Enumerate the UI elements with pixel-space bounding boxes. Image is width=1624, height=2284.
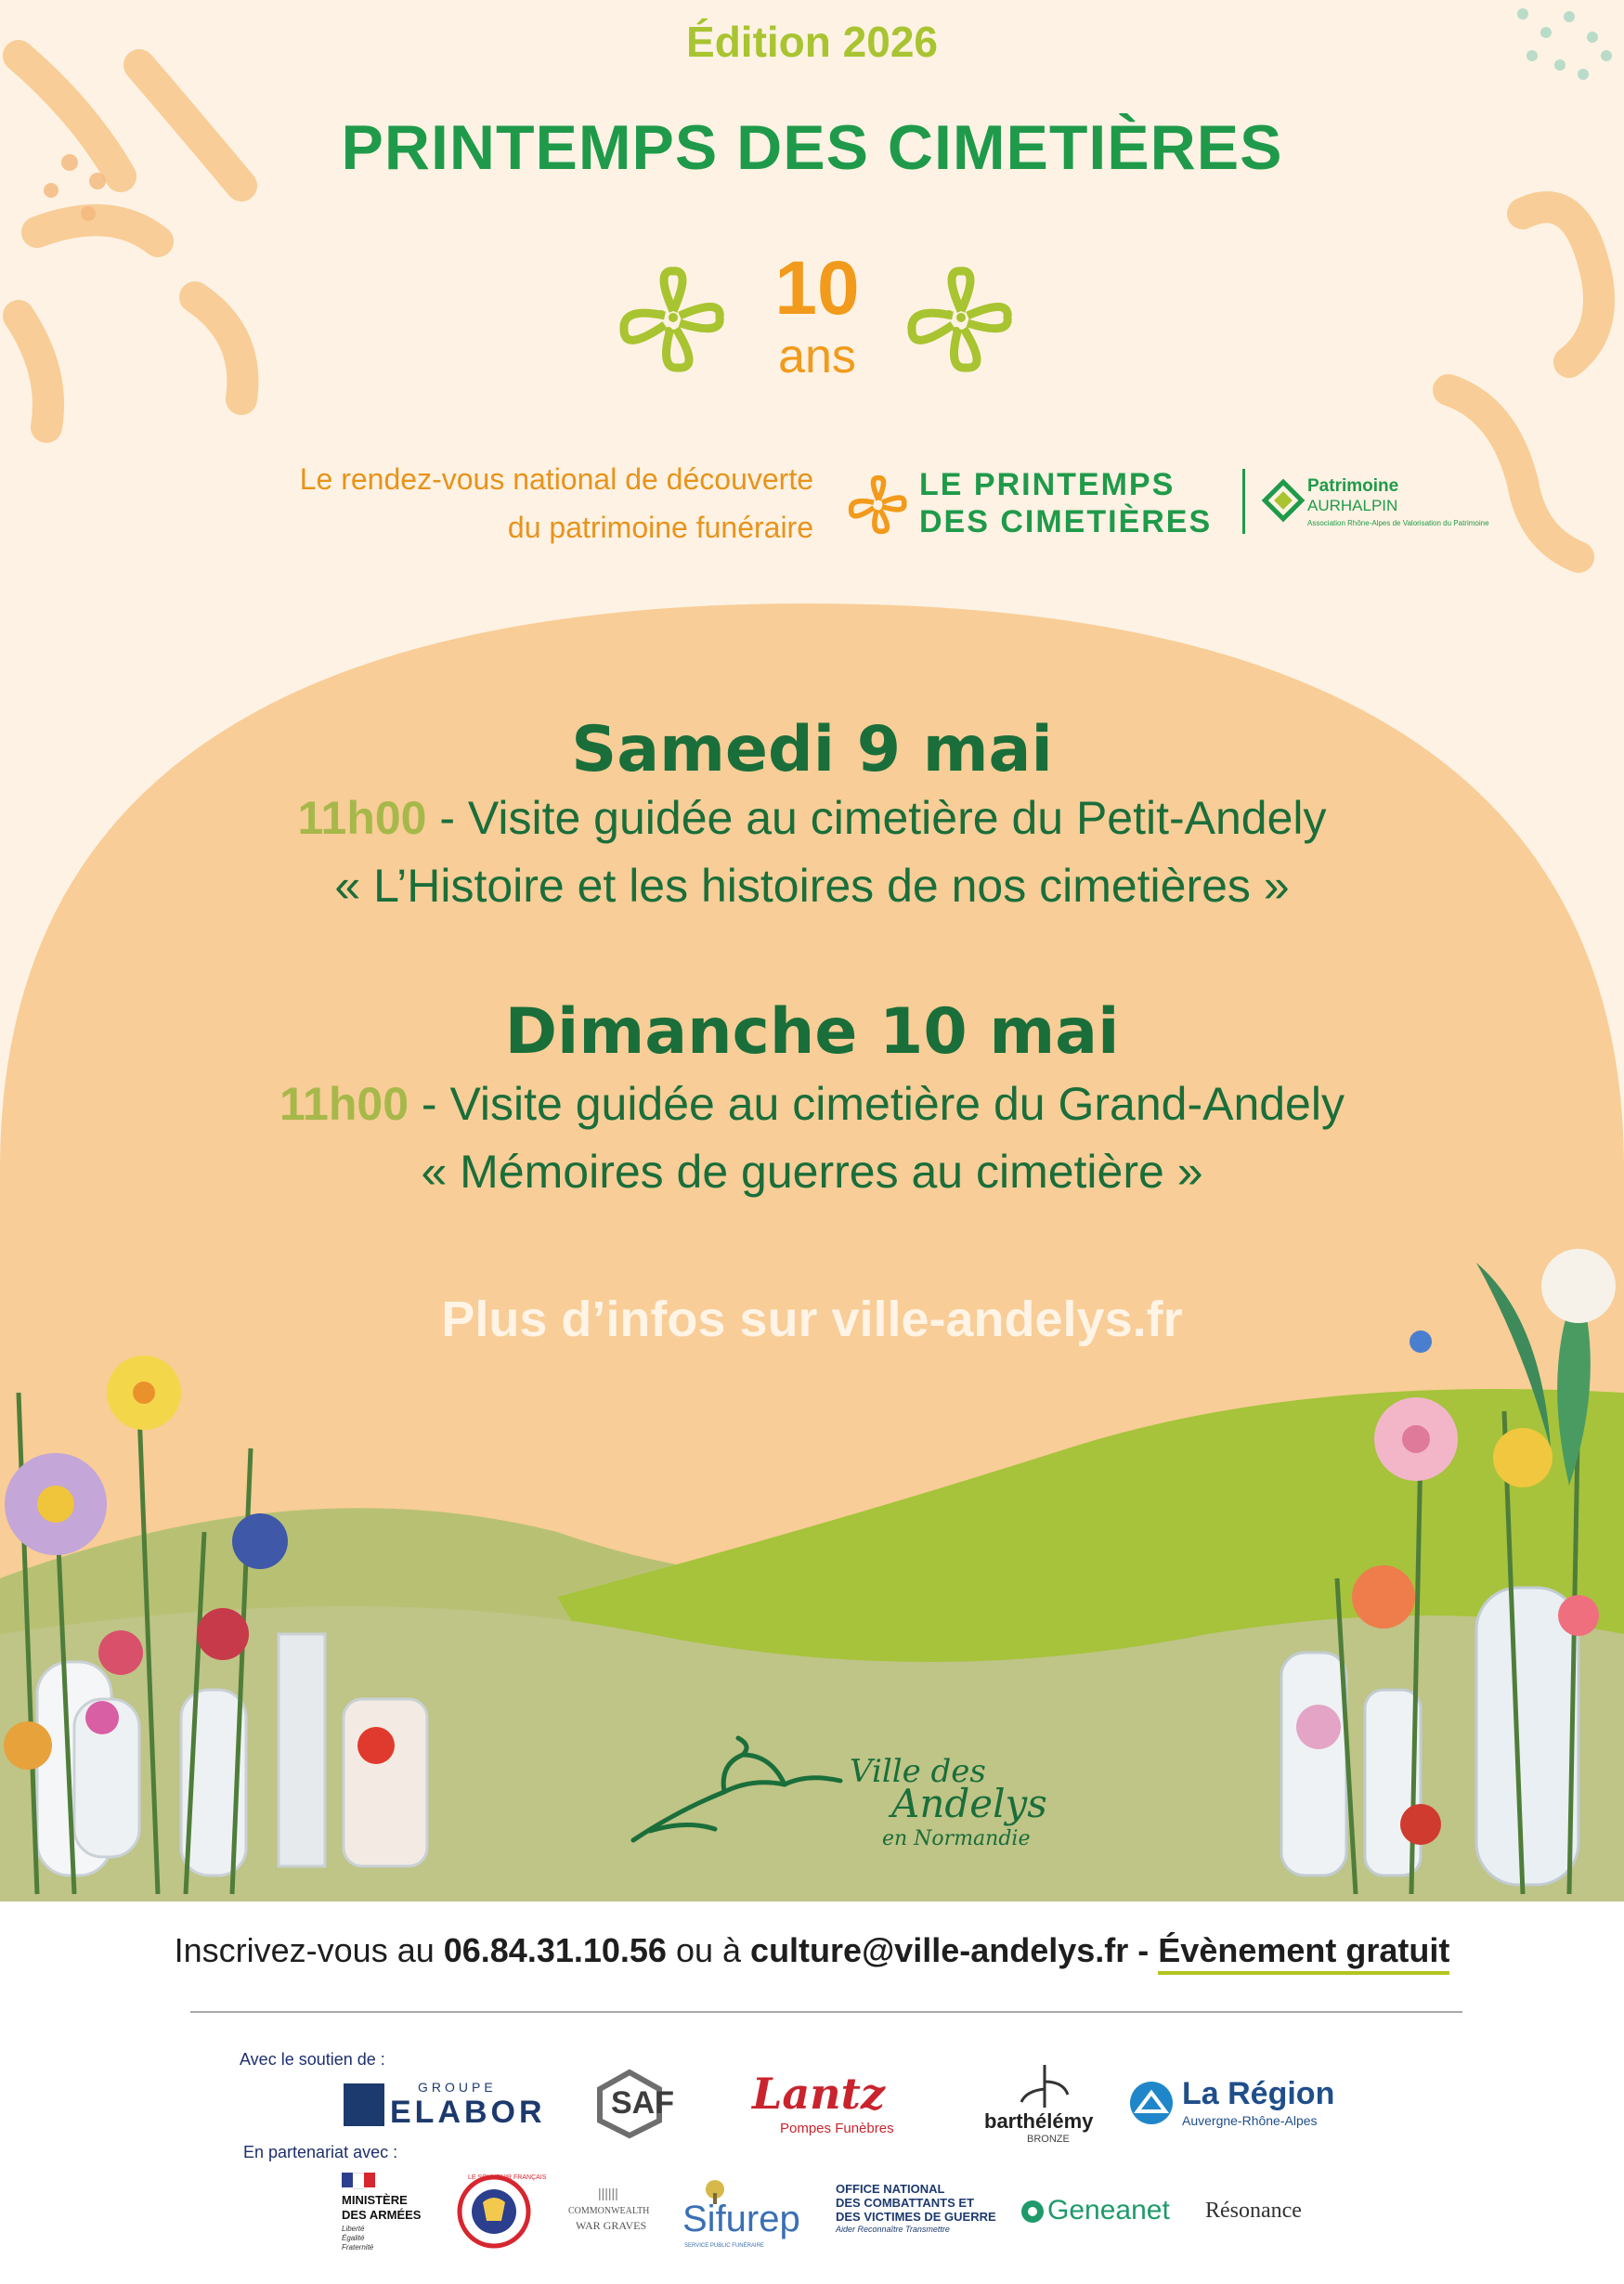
onac-line: DES COMBATTANTS ET: [836, 2196, 975, 2210]
tagline: [139, 455, 813, 552]
tagline-line: du patrimoine funéraire: [507, 511, 813, 544]
aurhalpin-line: Association Rhône-Alpes de Valorisation du Patrimoine: [1307, 519, 1489, 527]
city-logo-line: Andelys: [891, 1781, 1047, 1826]
free-event-label: Évènement gratuit: [1158, 1931, 1449, 1975]
ministere-motto: Liberté: [342, 2225, 365, 2233]
onac-line: DES VICTIMES DE GUERRE: [836, 2210, 996, 2224]
printemps-logo-text: [919, 466, 1212, 540]
cwgc-line: COMMONWEALTH: [568, 2206, 650, 2216]
printemps-logo: [845, 464, 1235, 548]
event-activity: [0, 791, 1624, 845]
saf-logo: [594, 2069, 706, 2139]
flower-icon: [901, 260, 1021, 381]
ministere-motto: Fraternité: [342, 2243, 374, 2252]
geneanet-logo: [1020, 2195, 1177, 2232]
tagline-line: Le rendez-vous national de découverte: [299, 462, 813, 496]
sifurep-name: Sifurep: [682, 2199, 800, 2239]
event-theme: « L’Histoire et les histoires de nos cimetières »: [334, 860, 1290, 912]
anniversary-badge: [613, 246, 1021, 390]
onac-logo: [836, 2182, 1012, 2252]
elabor-logo: [344, 2080, 548, 2132]
anniversary-number: 10: [774, 246, 860, 331]
signup-text: ou à: [666, 1931, 751, 1969]
signup-line: [0, 1931, 1624, 1970]
flag-red: [364, 2173, 375, 2187]
barthelemy-logo: [984, 2063, 1105, 2147]
event-activity-text: - Visite guidée au cimetière du Grand-Andely: [409, 1078, 1345, 1130]
logo-line: LE PRINTEMPS: [919, 467, 1176, 502]
geneanet-icon: [1020, 2199, 1046, 2225]
region-logo: [1128, 2076, 1351, 2132]
resonance-name: Résonance: [1205, 2199, 1302, 2223]
onac-motto: Aider Reconnaître Transmettre: [836, 2225, 950, 2234]
event-activity: [0, 1077, 1624, 1131]
edition-label: Édition 2026: [686, 18, 938, 66]
resonance-logo: [1205, 2199, 1335, 2236]
city-logo: [622, 1727, 1049, 1857]
aurhalpin-logo: [1263, 469, 1489, 543]
lantz-sub: Pompes Funèbres: [780, 2121, 894, 2136]
region-icon: [1128, 2080, 1175, 2126]
elabor-mark: [344, 2083, 384, 2126]
region-sub: Auvergne-Rhône-Alpes: [1182, 2113, 1318, 2128]
event-theme: « Mémoires de guerres au cimetière »: [421, 1146, 1203, 1198]
sifurep-logo: [682, 2180, 812, 2254]
more-info-link[interactable]: Plus d’infos sur ville-andelys.fr: [441, 1291, 1183, 1347]
cwgc-line: WAR GRAVES: [576, 2219, 647, 2232]
bird-logo-icon: [622, 1727, 864, 1848]
flag-white: [353, 2173, 364, 2189]
elabor-group: GROUPE: [418, 2080, 497, 2095]
event-day: Samedi 9 mai: [571, 713, 1053, 786]
aurhalpin-line: Patrimoine: [1307, 476, 1399, 496]
main-title: PRINTEMPS DES CIMETIÈRES: [341, 112, 1283, 183]
sifurep-sub: SERVICE PUBLIC FUNÉRAIRE: [684, 2243, 764, 2249]
logo-divider: [1242, 469, 1245, 534]
event-day: Dimanche 10 mai: [504, 995, 1120, 1069]
barthelemy-mark: [1017, 2063, 1072, 2109]
email-link[interactable]: culture@ville-andelys.fr: [750, 1931, 1129, 1969]
city-logo-line: en Normandie: [882, 1827, 1031, 1850]
ministere-motto: Égalité: [342, 2234, 365, 2242]
flower-icon: [845, 472, 912, 539]
event-time: 11h00: [297, 792, 427, 844]
geneanet-name: Geneanet: [1047, 2195, 1170, 2226]
signup-text: Inscrivez-vous au: [174, 1931, 444, 1969]
event-activity-text: - Visite guidée au cimetière du Petit-Andely: [426, 792, 1327, 844]
aurhalpin-line: AURHALPIN: [1307, 497, 1398, 514]
ministere-line: DES ARMÉES: [342, 2208, 422, 2222]
barthelemy-sub: BRONZE: [1027, 2134, 1070, 2145]
souvenir-name: LE SOUVENIR FRANÇAIS: [468, 2174, 547, 2181]
phone-number[interactable]: 06.84.31.10.56: [443, 1931, 667, 1969]
logo-line: DES CIMETIÈRES: [919, 504, 1213, 539]
footer-divider: [190, 2011, 1462, 2013]
region-name: La Région: [1182, 2076, 1335, 2111]
partner-label: En partenariat avec :: [243, 2143, 398, 2161]
cwgc-mark: ||||||: [598, 2186, 618, 2200]
ministere-logo: [342, 2173, 453, 2256]
souvenir-francais-logo: [457, 2174, 547, 2249]
barthelemy-name: barthélémy: [984, 2109, 1094, 2133]
event-time: 11h00: [279, 1078, 409, 1130]
support-label: Avec le soutien de :: [240, 2050, 385, 2069]
elabor-name: ELABOR: [390, 2095, 546, 2130]
flower-icon: [613, 260, 734, 381]
lantz-logo: [743, 2069, 947, 2143]
ministere-line: MINISTÈRE: [342, 2193, 408, 2207]
souvenir-emblem: [457, 2174, 547, 2249]
lantz-name: Lantz: [752, 2069, 885, 2119]
diamond-icon: [1263, 480, 1304, 521]
flag-blue: [342, 2173, 353, 2187]
city-logo-line: Ville des: [850, 1753, 986, 1790]
onac-line: OFFICE NATIONAL: [836, 2182, 945, 2196]
anniversary-unit: ans: [778, 330, 856, 383]
saf-name: SAF: [611, 2085, 674, 2121]
signup-dash: -: [1128, 1931, 1159, 1969]
cwgc-logo: [565, 2186, 657, 2241]
